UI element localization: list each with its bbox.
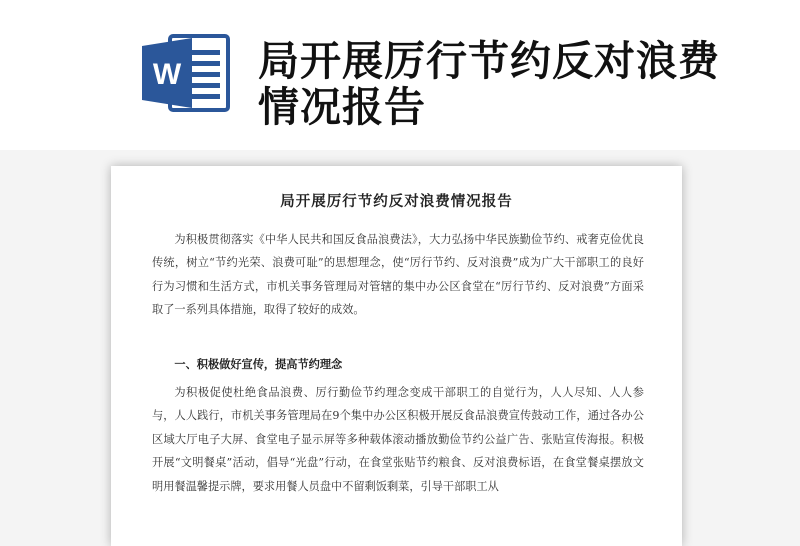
document-title: 局开展厉行节约反对浪费情况报告 [280,193,513,210]
logo-letter: W [152,58,182,91]
paragraph: 为积极促使杜绝食品浪费、厉行勤俭节约理念变成干部职工的自觉行为，人人尽知、人人参与，人人践行，市机关事务管理局在9个集中办公区积极开展反食品浪费宣传鼓动工作，通过各办公区域大厅电子大屏、食堂电子显示屏等多种载体滚动播放勤俭节约公益广告、张贴宣传海报。积极开展“文明餐桌”活动，倡导“光盘”行动，在食堂张贴节约粮食、反对浪费标语，在食堂餐桌摆放文明用餐温馨提示牌，要求用餐人员盘中不留剩饭剩菜，引导干部职工从 [152,386,644,493]
word-document-icon [140,32,232,114]
section-heading: 一、积极做好宣传，提高节约理念 [174,357,343,371]
document-page [111,166,682,546]
paragraph: 为积极贯彻落实《中华人民共和国反食品浪费法》，大力弘扬中华民族勤俭节约、戒奢克俭优良传统，树立“节约光荣、浪费可耻”的思想理念，使“厉行节约、反对浪费”成为广大干部职工的良好行为习惯和生活方式，市机关事务管理局对管辖的集中办公区食堂在“厉行节约、反对浪费”方面采取了一系列具体措施，取得了较好的成效。 [152,233,644,317]
banner-title: 局开展厉行节约反对浪费情况报告 [258,37,720,131]
banner [0,0,800,150]
